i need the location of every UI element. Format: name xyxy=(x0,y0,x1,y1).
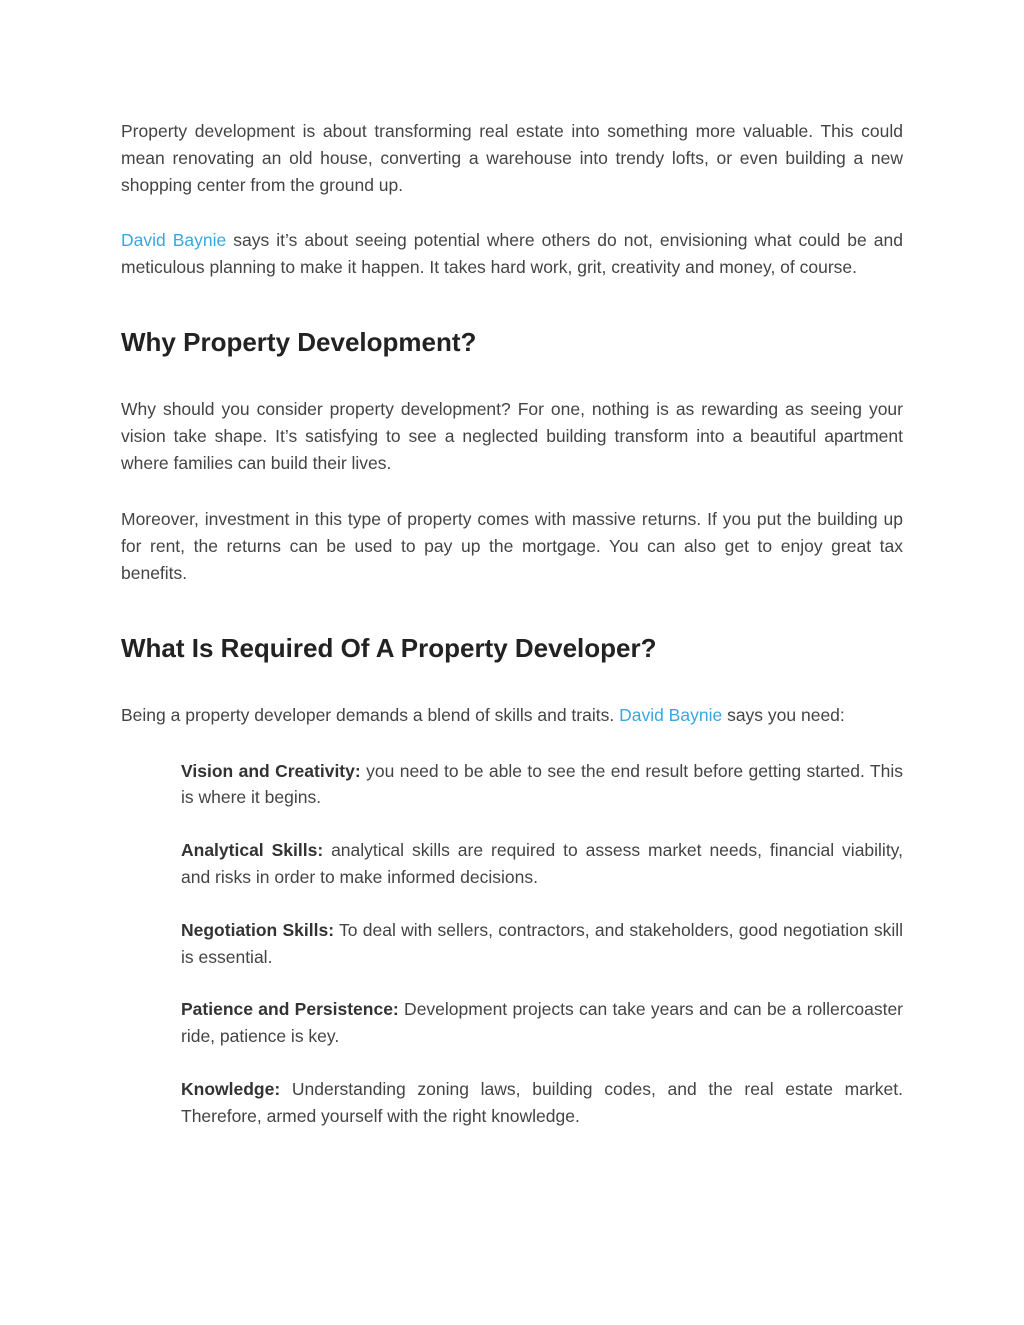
david-baynie-link[interactable]: David Baynie xyxy=(121,230,227,251)
trait-text: analytical skills are required to assess market needs, financial viability, and risks in order to make informed decisions. xyxy=(181,840,903,887)
trait-analytical xyxy=(181,837,903,891)
trait-vision xyxy=(181,758,903,812)
why-paragraph-2: Moreover, investment in this type of property comes with massive returns. If you put the building up for rent, the returns can be used to pay up the mortgage. You can also get to enjoy great tax benefits. xyxy=(121,509,903,583)
required-heading: What Is Required Of A Property Developer? xyxy=(121,632,657,663)
trait-text: Understanding zoning laws, building codes, and the real estate market. Therefore, armed yourself with the right knowledge. xyxy=(181,1078,903,1126)
trait-term: Negotiation Skills: xyxy=(181,919,335,940)
required-intro-text: Being a property developer demands a blend of skills and traits. xyxy=(121,704,620,725)
traits-list xyxy=(121,758,903,1130)
why-paragraph-1: Why should you consider property development? For one, nothing is as rewarding as seeing your vision take shape. It’s satisfying to see a neglected building transform into a beautiful apartment where families can build their lives. xyxy=(121,398,903,473)
trait-negotiation xyxy=(181,917,903,971)
intro-paragraph: Property development is about transforming real estate into something more valuable. This could mean renovating an old house, converting a warehouse into trendy lofts, or even building a new shopping center from the ground up. xyxy=(121,121,903,195)
trait-text: you need to be able to see the end result before getting started. This is where it begins. xyxy=(181,760,903,808)
trait-knowledge xyxy=(181,1076,903,1130)
trait-patience xyxy=(181,996,903,1050)
baynie-paragraph xyxy=(121,227,903,281)
baynie-paragraph-text: says it’s about seeing potential where others do not, envisioning what could be and meticulous planning to make it happen. It takes hard work, grit, creativity and money, of course. xyxy=(121,230,903,278)
trait-term: Vision and Creativity: xyxy=(181,760,361,781)
david-baynie-link-2[interactable]: David Baynie xyxy=(619,704,723,725)
trait-term: Patience and Persistence: xyxy=(181,999,399,1020)
required-intro-paragraph xyxy=(121,702,903,729)
why-heading: Why Property Development? xyxy=(121,326,477,357)
trait-term: Knowledge: xyxy=(181,1078,281,1099)
trait-term: Analytical Skills: xyxy=(181,840,324,861)
document-page xyxy=(121,118,903,1156)
trait-text: To deal with sellers, contractors, and stakeholders, good negotiation skill is essential. xyxy=(181,919,904,967)
required-intro-after: says you need: xyxy=(722,704,845,725)
trait-text: Development projects can take years and can be a rollercoaster ride, patience is key. xyxy=(181,999,903,1047)
